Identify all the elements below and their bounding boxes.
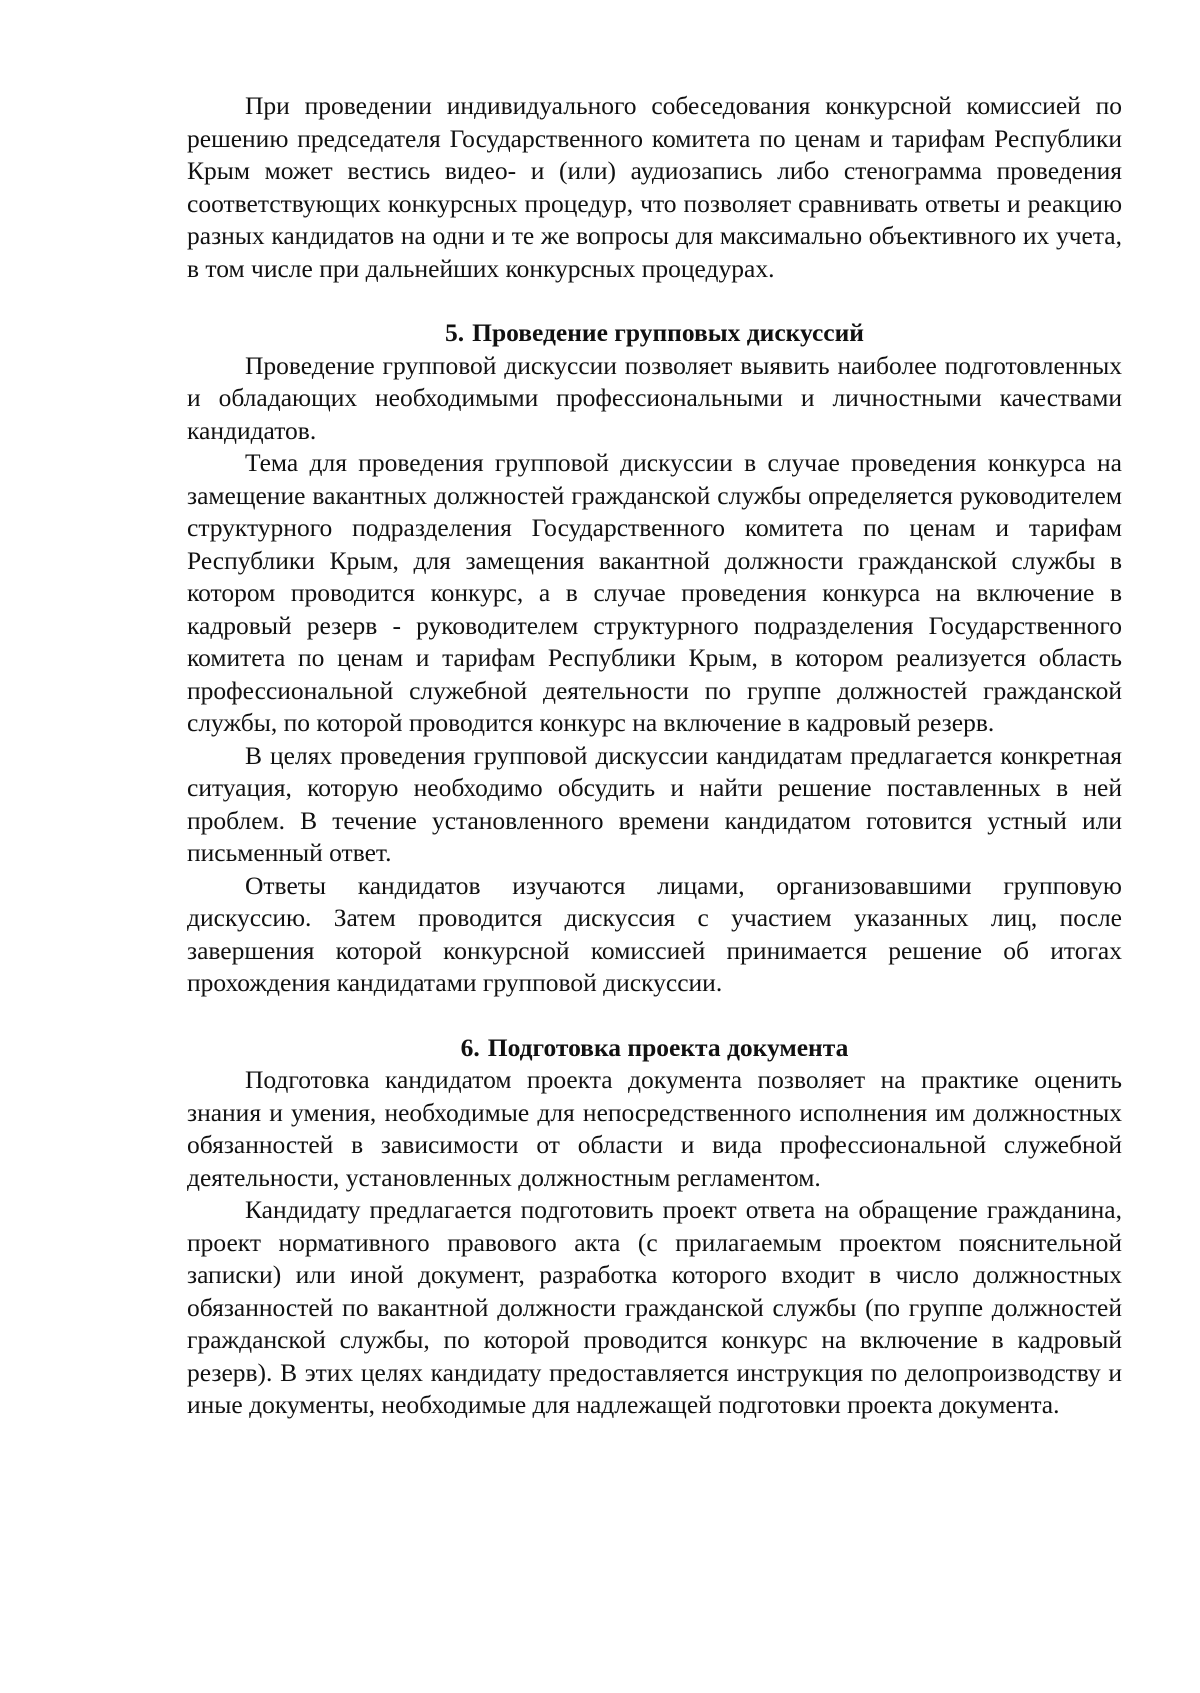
section-6-number: 6. <box>460 1032 480 1062</box>
document-body <box>187 90 1122 1422</box>
section-5-heading <box>187 317 1122 350</box>
section-5-paragraph-3: В целях проведения групповой дискуссии кандидатам предлагается конкретная ситуация, которую необходимо обсудить и найти решение поставленных в ней проблем. В течение установленного времени кандидатом готовится устный или письменный ответ. <box>187 740 1122 867</box>
section-5-number: 5. <box>444 318 465 347</box>
section-6-heading <box>187 1032 1122 1065</box>
section-6-paragraph-2: Кандидату предлагается подготовить проект ответа на обращение гражданина, проект нормативного правового акта (с прилагаемым проектом пояснительной записки) или иной документ, разработка которого входит в число должностных обязанностей по вакантной должности гражданской службы (по группе должностей гражданской службы, по которой проводится конкурс на включение в кадровый резерв). В этих целях кандидату предоставляется инструкция по делопроизводству и иные документы, необходимые для надлежащей подготовки проекта документа. <box>187 1195 1122 1419</box>
intro-paragraph: При проведении индивидуального собеседования конкурсной комиссией по решению председателя Государственного комитета по ценам и тарифам Республики Крым может вестись видео- и (или) аудиозапись либо стенограмма проведения соответствующих конкурсных процедур, что позволяет сравнивать ответы и реакцию разных кандидатов на одни и те же вопросы для максимально объективного их учета, в том числе при дальнейших конкурсных процедурах. <box>187 91 1122 283</box>
section-5-title: Проведение групповых дискуссий <box>472 318 864 347</box>
section-6-title: Подготовка проекта документа <box>487 1032 849 1062</box>
section-6-paragraph-1: Подготовка кандидатом проекта документа позволяет на практике оценить знания и умения, необходимые для непосредственного исполнения им должностных обязанностей в зависимости от области и вида профессиональной служебной деятельности, установленных должностным регламентом. <box>187 1065 1122 1192</box>
section-5-paragraph-2: Тема для проведения групповой дискуссии в случае проведения конкурса на замещение вакантных должностей гражданской службы определяется руководителем структурного подразделения Государственного комитета по ценам и тарифам Республики Крым, для замещения вакантной должности гражданской службы в котором проводится конкурс, а в случае проведения конкурса на включение в кадровый резерв - руководителем структурного подразделения Государственного комитета по ценам и тарифам Республики Крым, в котором реализуется область профессиональной служебной деятельности по группе должностей гражданской службы, по которой проводится конкурс на включение в кадровый резерв. <box>187 448 1122 737</box>
section-5-paragraph-4: Ответы кандидатов изучаются лицами, организовавшими групповую дискуссию. Затем проводится дискуссия с участием указанных лиц, после завершения которой конкурсной комиссией принимается решение об итогах прохождения кандидатами групповой дискуссии. <box>187 870 1122 997</box>
section-5-paragraph-1: Проведение групповой дискуссии позволяет выявить наиболее подготовленных и обладающих необходимыми профессиональными и личностными качествами кандидатов. <box>187 350 1122 445</box>
